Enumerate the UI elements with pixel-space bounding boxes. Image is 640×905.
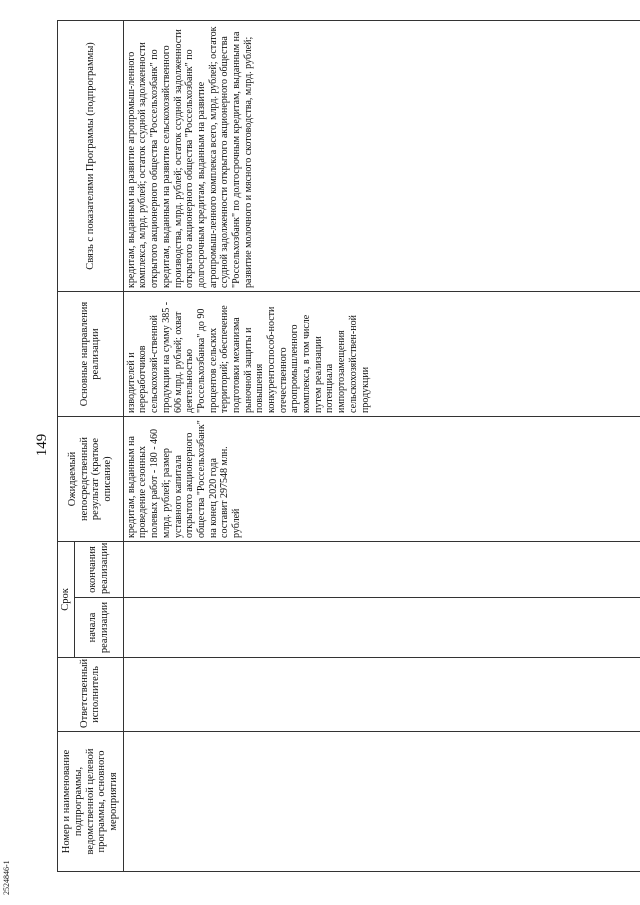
header-number-name: Номер и наименование подпрограммы, ведомственной целевой программы, основного мероприятия — [58, 732, 124, 872]
document-code: 2524846-1 — [2, 860, 11, 895]
table-row — [123, 20, 640, 871]
header-expected-result: Ожидаемый непосредственный результат (краткое описание) — [58, 416, 124, 541]
cell-responsible — [123, 658, 640, 732]
header-end: окончания реализации — [74, 541, 123, 597]
header-term: Срок — [58, 541, 75, 657]
cell-expected-result: кредитам, выданным на проведение сезонных полевых работ - 180 - 460 млрд. рублей; размер уставного капитала открытого акционерного общества "Россельхозбанк" на конец 2020 года составит 297548 млн. рублей — [123, 416, 640, 541]
header-row-1 — [58, 20, 75, 871]
page-number: 149 — [34, 433, 50, 457]
cell-start — [123, 598, 640, 658]
cell-number-name — [123, 732, 640, 872]
header-start: начала реализации — [74, 598, 123, 658]
header-indicators-link: Связь с показателями Программы (подпрограммы) — [58, 20, 124, 291]
cell-end — [123, 541, 640, 597]
cell-main-directions: изводителей и переработчиков сельскохозяй-ственной продукции на сумму 385 - 606 млрд. рублей; охват деятельностью "Россельхозбанка" до 90 процентов сельских территорий; обеспечение подготовки механизма рыночной защиты и повышения конкурентоспособ-ности отечественного агропромышленного комплекса, в том числе путем реализации потенциала импортозамещения сельскохозяйствен-ной продукции — [123, 291, 640, 416]
program-table — [57, 20, 640, 872]
cell-indicators-link: кредитам, выданным на развитие агропромыш-ленного комплекса, млрд. рублей; остаток ссудной задолженности открытого акционерного общества "Россельхозбанк" по кредитам, выданным на развитие сельскохозяйственного производства, млрд. рублей; остаток ссудной задолженности открытого акционерного общества "Россельхозбанк" по долгосрочным кредитам, выданным на развитие агропромыш-ленного комплекса всего, млрд. рублей; остаток ссудной задолженности открытого акционерного общества "Россельхозбанк" по долгосрочным кредитам, выданным на развитие молочного и мясного скотоводства, млрд. рублей; — [123, 20, 640, 291]
header-responsible: Ответственный исполнитель — [58, 658, 124, 732]
header-main-directions: Основные направления реализации — [58, 291, 124, 416]
